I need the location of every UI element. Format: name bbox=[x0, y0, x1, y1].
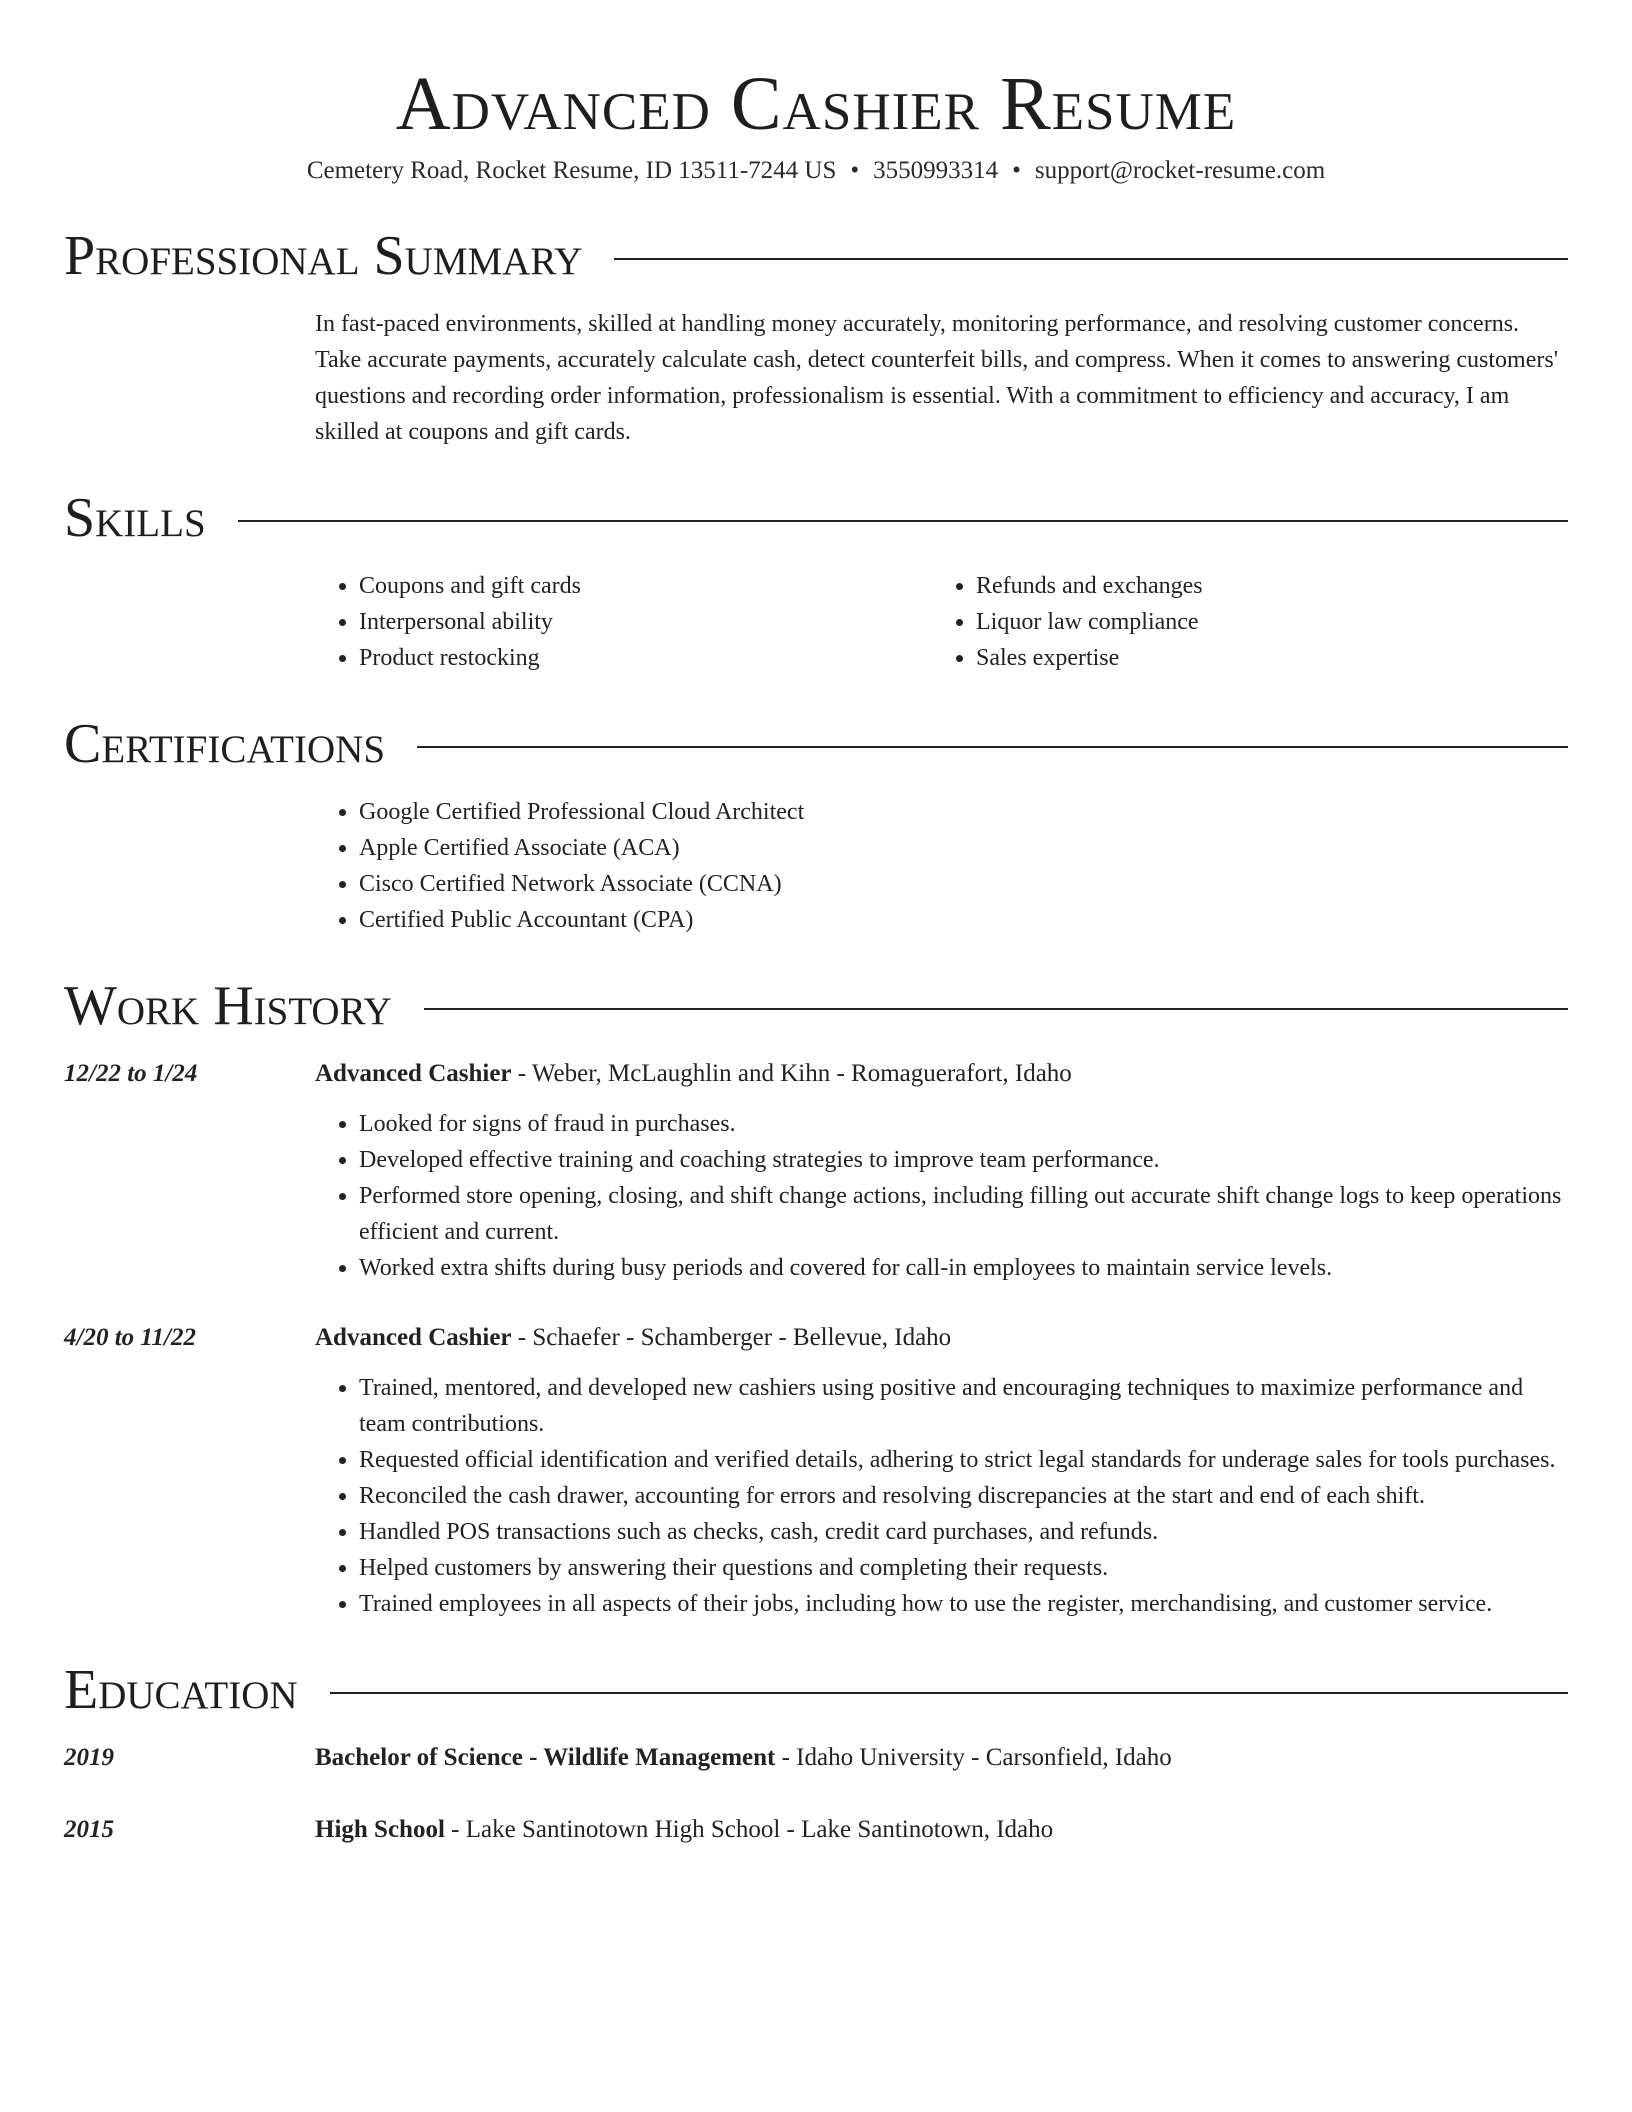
education-heading bbox=[315, 1812, 1053, 1848]
skill-item: • Product restocking bbox=[359, 640, 932, 676]
education-section-header bbox=[64, 1658, 1568, 1722]
section-title-summary: Professional Summary bbox=[64, 225, 583, 287]
skill-item: • Coupons and gift cards bbox=[359, 568, 932, 604]
job-bullets bbox=[315, 1370, 1568, 1622]
certifications-list bbox=[315, 794, 1568, 938]
resume-page bbox=[64, 0, 1568, 1848]
job-dates: 12/22 to 1/24 bbox=[64, 1060, 198, 1087]
job-header bbox=[64, 1320, 1568, 1356]
section-title-work: Work History bbox=[64, 975, 392, 1037]
section-divider bbox=[238, 520, 1568, 522]
education-row bbox=[64, 1812, 1568, 1848]
contact-separator: • bbox=[1012, 157, 1021, 184]
section-divider bbox=[614, 258, 1568, 260]
contact-line bbox=[64, 154, 1568, 188]
education-year: 2019 bbox=[64, 1744, 114, 1771]
section-divider bbox=[330, 1692, 1568, 1694]
job-bullet: • Requested official identification and verified details, adhering to strict legal standards for underage sales for tools purchases. bbox=[359, 1442, 1568, 1478]
education-entry bbox=[64, 1740, 1568, 1776]
skills-column-right bbox=[932, 568, 1549, 676]
job-bullet: • Trained, mentored, and developed new cashiers using positive and encouraging techniques to maximize performance and team contributions. bbox=[359, 1370, 1568, 1442]
contact-separator: • bbox=[850, 157, 860, 184]
skill-item: • Liquor law compliance bbox=[976, 604, 1549, 640]
education-heading bbox=[315, 1740, 1172, 1776]
skill-item: • Refunds and exchanges bbox=[976, 568, 1549, 604]
skill-item: • Sales expertise bbox=[976, 640, 1549, 676]
certification-item: • Google Certified Professional Cloud Architect bbox=[359, 794, 1568, 830]
education-degree: Bachelor of Science - Wildlife Management bbox=[315, 1744, 776, 1771]
education-row bbox=[64, 1740, 1568, 1776]
job-details: - Weber, McLaughlin and Kihn - Romaguerafort, Idaho bbox=[511, 1060, 1072, 1087]
education-details: - Lake Santinotown High School - Lake Santinotown, Idaho bbox=[444, 1816, 1054, 1843]
job-title: Advanced Cashier bbox=[315, 1060, 512, 1087]
certification-item: • Certified Public Accountant (CPA) bbox=[359, 902, 1568, 938]
job-bullet: • Performed store opening, closing, and shift change actions, including filling out accurate shift change logs to keep operations efficient and current. bbox=[359, 1178, 1568, 1250]
certification-item: • Apple Certified Associate (ACA) bbox=[359, 830, 1568, 866]
education-entry bbox=[64, 1812, 1568, 1848]
skills-column-left bbox=[315, 568, 932, 676]
contact-address: Cemetery Road, Rocket Resume, ID 13511-7244 US bbox=[306, 157, 837, 184]
education-details: - Idaho University - Carsonfield, Idaho bbox=[775, 1744, 1172, 1771]
contact-phone: 3550993314 bbox=[873, 157, 999, 184]
section-divider bbox=[417, 746, 1568, 748]
job-bullet: • Handled POS transactions such as checks, cash, credit card purchases, and refunds. bbox=[359, 1514, 1568, 1550]
section-divider bbox=[424, 1008, 1568, 1010]
skills-section-header bbox=[64, 486, 1568, 550]
job-entry bbox=[64, 1320, 1568, 1622]
job-bullet: • Developed effective training and coaching strategies to improve team performance. bbox=[359, 1142, 1568, 1178]
education-degree: High School bbox=[315, 1816, 445, 1843]
section-title-education: Education bbox=[64, 1659, 298, 1721]
job-bullet: • Worked extra shifts during busy periods and covered for call-in employees to maintain service levels. bbox=[359, 1250, 1568, 1286]
job-bullet: • Helped customers by answering their questions and completing their requests. bbox=[359, 1550, 1568, 1586]
job-heading bbox=[315, 1056, 1072, 1092]
skill-item: • Interpersonal ability bbox=[359, 604, 932, 640]
job-bullet: • Trained employees in all aspects of their jobs, including how to use the register, merchandising, and customer service. bbox=[359, 1586, 1568, 1622]
contact-email[interactable]: support@rocket-resume.com bbox=[1034, 157, 1326, 184]
certification-item: • Cisco Certified Network Associate (CCNA) bbox=[359, 866, 1568, 902]
education-year: 2015 bbox=[64, 1816, 114, 1843]
job-bullet: • Looked for signs of fraud in purchases. bbox=[359, 1106, 1568, 1142]
summary-section-header bbox=[64, 224, 1568, 288]
job-header bbox=[64, 1056, 1568, 1092]
job-bullets bbox=[315, 1106, 1568, 1286]
work-section-header bbox=[64, 974, 1568, 1038]
resume-title: Advanced Cashier Resume bbox=[395, 62, 1237, 146]
summary-text: In fast-paced environments, skilled at handling money accurately, monitoring performance, and resolving customer concerns. Take accurate payments, accurately calculate cash, detect counterfeit bills, and compress. When it comes to answering customers' questions and recording order information, professionalism is essential. With a commitment to efficiency and accuracy, I am skilled at coupons and gift cards. bbox=[315, 311, 1559, 445]
job-heading bbox=[315, 1320, 951, 1356]
job-bullet: • Reconciled the cash drawer, accounting for errors and resolving discrepancies at the start and end of each shift. bbox=[359, 1478, 1568, 1514]
skills-grid bbox=[315, 568, 1568, 676]
certifications-section-header bbox=[64, 712, 1568, 776]
section-title-skills: Skills bbox=[64, 487, 206, 549]
section-title-certifications: Certifications bbox=[64, 713, 386, 775]
job-dates: 4/20 to 11/22 bbox=[64, 1324, 196, 1351]
job-details: - Schaefer - Schamberger - Bellevue, Idaho bbox=[511, 1324, 952, 1351]
job-entry bbox=[64, 1056, 1568, 1286]
job-title: Advanced Cashier bbox=[315, 1324, 512, 1351]
